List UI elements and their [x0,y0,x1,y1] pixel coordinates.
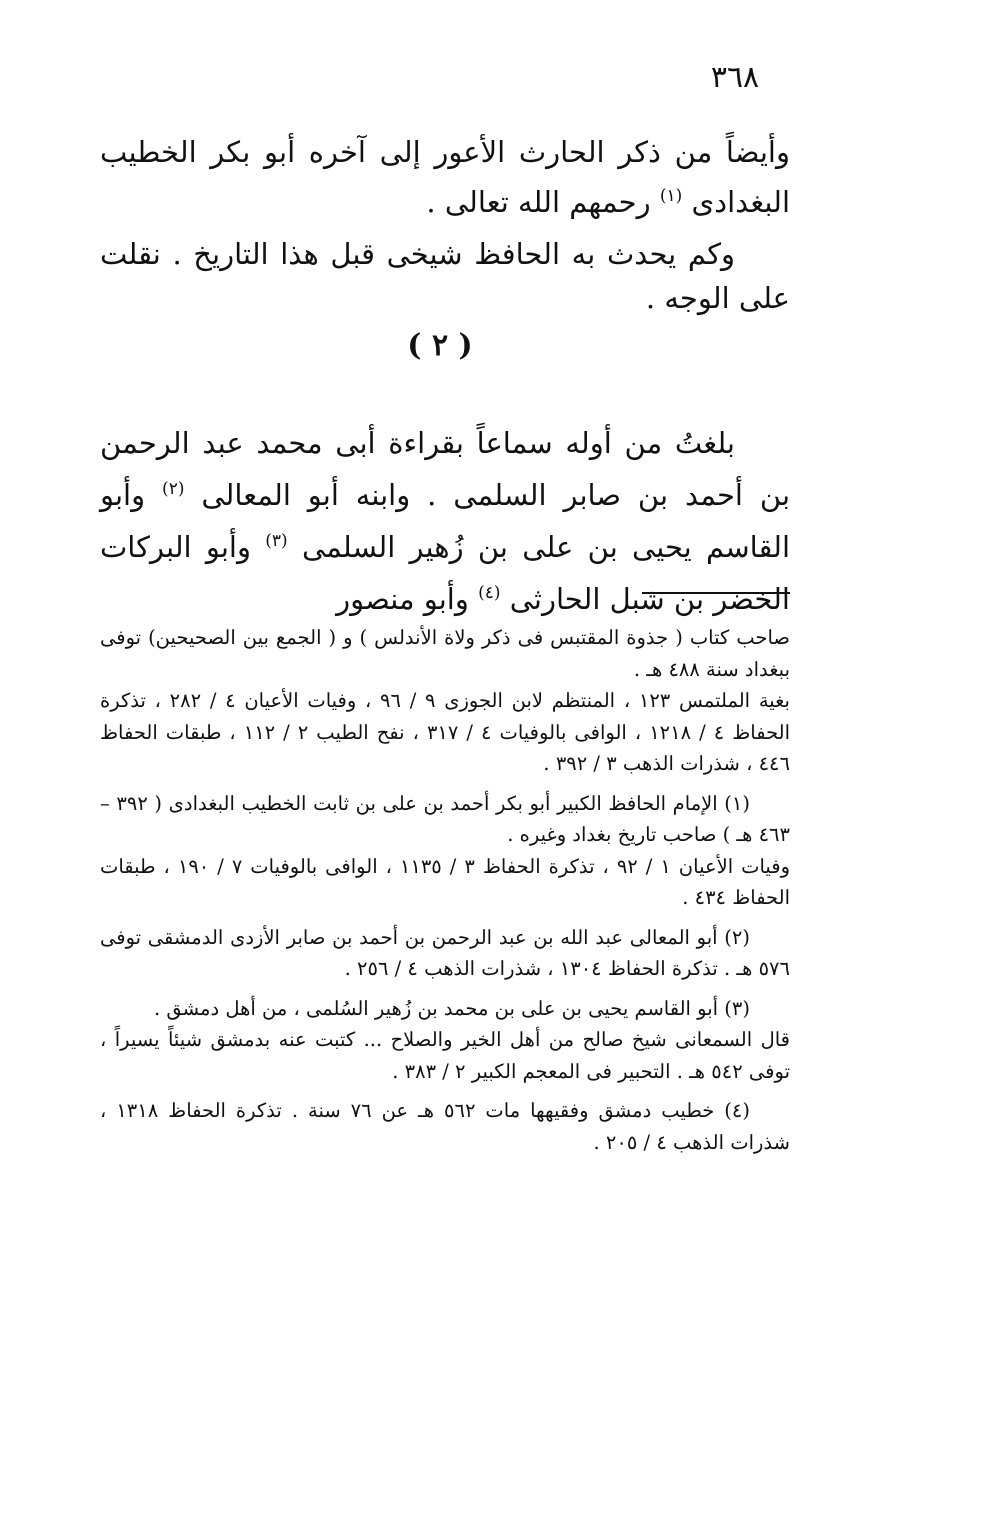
footnote-ref-2: (٢) [162,479,185,499]
footnote-2-line: (٢) أبو المعالى عبد الله بن عبد الرحمن بن أحمد بن صابر الأزدى الدمشقى توفى ٥٧٦ هـ . تذكرة الحفاظ ١٣٠٤ ، شذرات الذهب ٤ / ٢٥٦ . [100,925,790,980]
footnote-continuation-line-2: بغية الملتمس ١٢٣ ، المنتظم لابن الجوزى ٩ / ٩٦ ، وفيات الأعيان ٤ / ٢٨٢ ، تذكرة الحفاظ ٤ / ١٢١٨ ، الوافى بالوفيات ٤ / ٣١٧ ، نفح الطيب ٢ / ١١٢ ، طبقات الحفاظ ٤٤٦ ، شذرات الذهب ٣ / ٣٩٢ . [100,689,791,775]
section-number: ( ٢ ) [407,328,473,363]
paragraph-3-text-c: وأبو البركات الخضر بن شبل الحارثى [100,530,790,616]
footnote-4 [100,1095,790,1158]
footnote-4-line: (٤) خطيب دمشق وفقيهها مات ٥٦٢ هـ عن ٧٦ سنة . تذكرة الحفاظ ١٣١٨ ، شذرات الذهب ٤ / ٢٠٥ . [100,1099,790,1154]
footnote-ref-1: (١) [659,186,683,206]
footnotes-section [100,622,790,1166]
paragraph-3-text-a: بلغتُ من أوله سماعاً بقراءة أبى محمد عبد الرحمن بن أحمد بن صابر السلمى . وابنه أبو المعالى [100,426,791,512]
main-paragraph-1 [100,130,790,224]
footnote-3-line-b: قال السمعانى شيخ صالح من أهل الخير والصلاح ... كتبت عنه بدمشق شيئاً يسيراً ، توفى ٥٤٢ هـ . التحبير فى المعجم الكبير ٢ / ٣٨٣ . [100,1028,790,1083]
paragraph-3-text-d: وأبو منصور [336,582,469,616]
footnote-1-line-a: (١) الإمام الحافظ الكبير أبو بكر أحمد بن على بن ثابت الخطيب البغدادى ( ٣٩٢ – ٤٦٣ هـ ) صاحب تاريخ بغداد وغيره . [100,791,790,846]
footnote-3 [100,993,790,1088]
paragraph-3-text-b: وأبو القاسم يحيى بن على بن زُهير السلمى [100,478,791,564]
footnote-2 [100,922,790,985]
footnote-1 [100,788,790,914]
footnote-3-line-a: (٣) أبو القاسم يحيى بن على بن محمد بن زُهير السُلمى ، من أهل دمشق . [153,996,750,1020]
paragraph-1-text-a: وأيضاً من ذكر الحارث الأعور إلى آخره أبو بكر الخطيب البغدادى [100,135,790,219]
page-number: ٣٦٨ [710,60,760,95]
paragraph-1-text-b: رحمهم الله تعالى . [426,185,651,219]
footnote-ref-3: (٣) [265,531,288,551]
footnote-continuation [100,622,790,780]
footnote-separator-rule [642,592,790,594]
footnote-1-line-b: وفيات الأعيان ١ / ٩٢ ، تذكرة الحفاظ ٣ / ١١٣٥ ، الوافى بالوفيات ٧ / ١٩٠ ، طبقات الحفاظ ٤٣٤ . [100,854,791,909]
main-paragraph-2: وكم يحدث به الحافظ شيخى قبل هذا التاريخ . نقلت على الوجه . [100,237,790,315]
footnote-ref-4: (٤) [478,583,501,603]
footnote-continuation-line-1: صاحب كتاب ( جذوة المقتبس فى ذكر ولاة الأندلس ) و ( الجمع بين الصحيحين) توفى ببغداد سنة ٤٨٨ هـ . [100,626,790,681]
